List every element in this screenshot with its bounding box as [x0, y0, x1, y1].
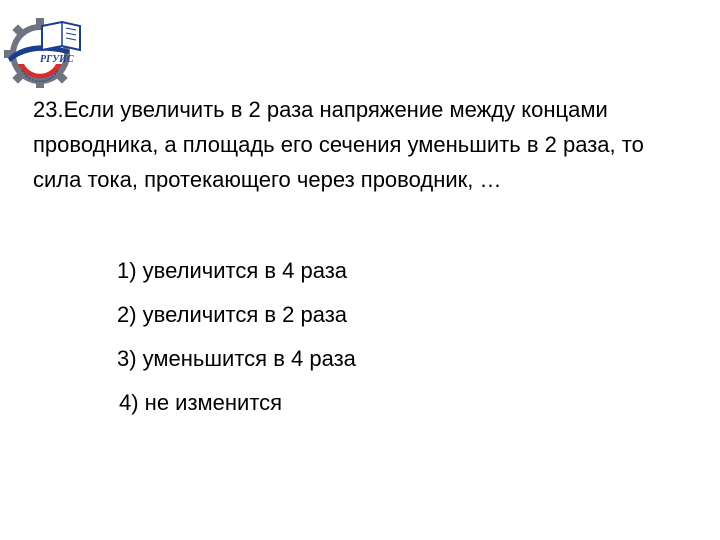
answer-option-2: 2) увеличится в 2 раза: [117, 302, 348, 327]
university-logo: [4, 14, 84, 88]
question-text: 23.Если увеличить в 2 раза напряжение между концами проводника, а площадь его сечения уменьшить в 2 раза, то сила тока, протекающего через проводник, …: [33, 97, 644, 192]
book-icon: [42, 22, 80, 50]
logo-text: РГУИС: [40, 54, 74, 65]
answer-option-3: 3) уменьшится в 4 раза: [117, 346, 356, 371]
answer-options: [117, 254, 356, 430]
answer-option-1: 1) увеличится в 4 раза: [117, 258, 348, 283]
answer-option-4: 4) не изменится: [119, 390, 283, 415]
